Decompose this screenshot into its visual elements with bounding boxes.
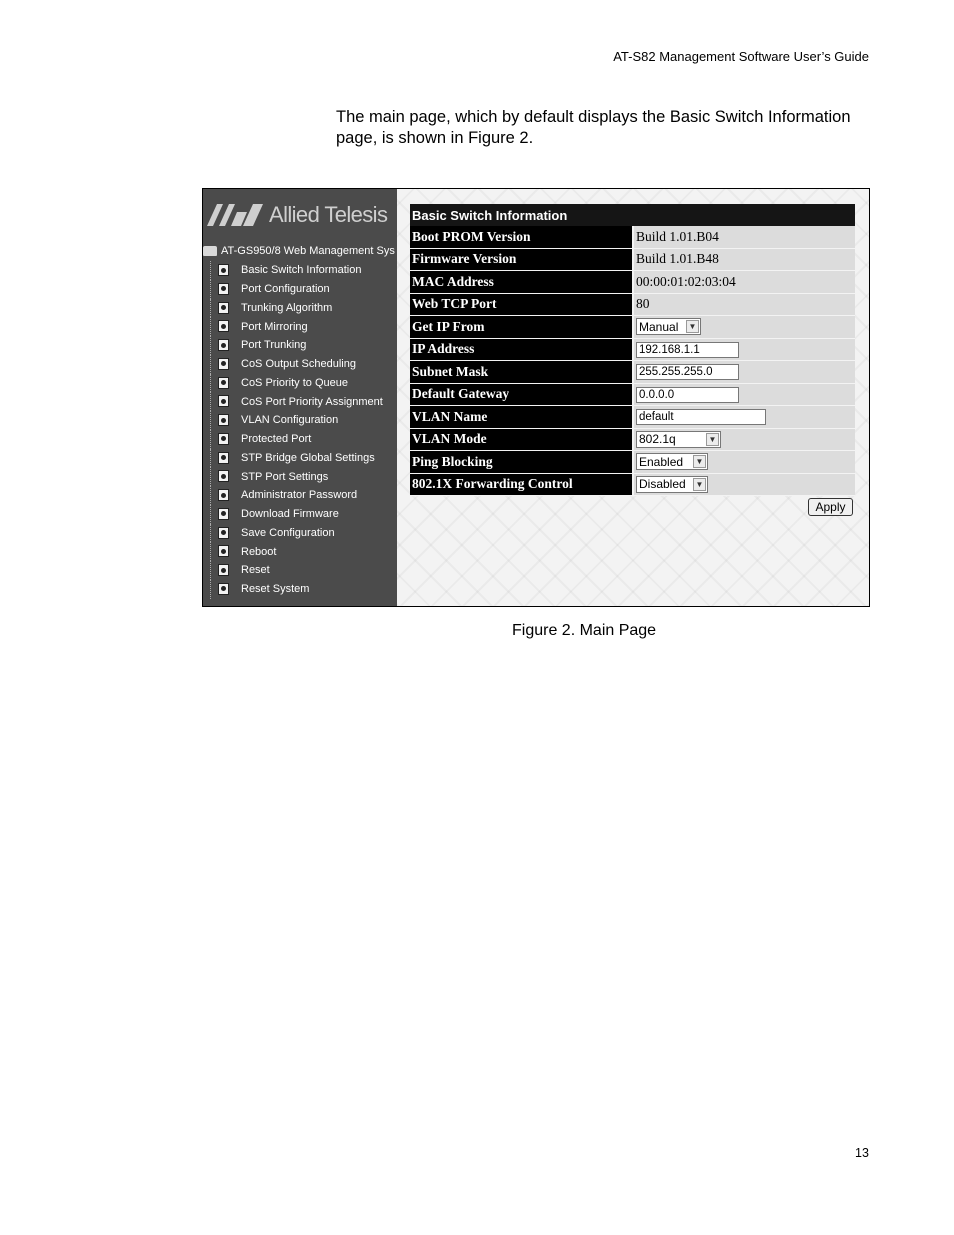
row-label: Firmware Version	[410, 248, 633, 271]
figure-caption: Figure 2. Main Page	[512, 622, 657, 639]
row-label: Get IP From	[410, 316, 633, 339]
row-label: Web TCP Port	[410, 293, 633, 316]
running-header: AT-S82 Management Software User’s Guide	[613, 49, 869, 64]
row-label: VLAN Name	[410, 406, 633, 429]
content-panel	[397, 189, 869, 606]
table-row	[410, 338, 855, 361]
nav-item[interactable]: STP Port Settings	[203, 467, 397, 486]
table-row	[410, 361, 855, 384]
table-row	[410, 316, 855, 339]
navigation-panel	[203, 189, 397, 606]
page-icon	[218, 508, 229, 520]
basic-switch-info-table	[410, 204, 855, 496]
chevron-down-icon: ▼	[693, 478, 706, 491]
allied-telesis-logo-icon	[207, 204, 263, 226]
nav-item[interactable]: Basic Switch Information	[203, 261, 397, 280]
nav-root[interactable]	[203, 245, 397, 257]
nav-root-label: AT-GS950/8 Web Management Sys	[221, 245, 395, 257]
chevron-down-icon: ▼	[686, 320, 699, 333]
nav-item[interactable]: Reset System	[203, 580, 397, 599]
ping-blocking-select[interactable]: Enabled ▼	[636, 453, 708, 470]
row-value: Build 1.01.B04	[633, 226, 855, 248]
logo-text: Allied Telesis	[269, 202, 388, 227]
row-value: Build 1.01.B48	[633, 248, 855, 271]
nav-item[interactable]: Port Configuration	[203, 280, 397, 299]
table-row	[410, 248, 855, 271]
row-label: Ping Blocking	[410, 451, 633, 474]
table-row	[410, 271, 855, 294]
chevron-down-icon: ▼	[693, 455, 706, 468]
vlan-name-input[interactable]: default	[636, 409, 766, 425]
table-row	[410, 226, 855, 248]
main-page-screenshot	[202, 188, 870, 607]
table-row	[410, 451, 855, 474]
row-label: Subnet Mask	[410, 361, 633, 384]
nav-item[interactable]: Trunking Algorithm	[203, 299, 397, 318]
table-title: Basic Switch Information	[410, 204, 855, 226]
row-label: IP Address	[410, 338, 633, 361]
page-icon	[218, 264, 229, 276]
get-ip-from-select[interactable]: Manual ▼	[636, 318, 701, 335]
nav-list	[203, 261, 397, 599]
chevron-down-icon: ▼	[706, 433, 719, 446]
row-label: Boot PROM Version	[410, 226, 633, 248]
apply-button[interactable]: Apply	[808, 498, 853, 516]
nav-item[interactable]: CoS Output Scheduling	[203, 355, 397, 374]
page-icon	[218, 339, 229, 351]
nav-item[interactable]: Port Mirroring	[203, 317, 397, 336]
page-icon	[218, 452, 229, 464]
nav-item[interactable]: Reset	[203, 561, 397, 580]
page-icon	[218, 489, 229, 501]
nav-item[interactable]: STP Bridge Global Settings	[203, 449, 397, 468]
page-icon	[218, 527, 229, 539]
nav-item[interactable]: Reboot	[203, 542, 397, 561]
table-row	[410, 473, 855, 496]
nav-item[interactable]: Save Configuration	[203, 524, 397, 543]
page-icon	[218, 545, 229, 557]
page-icon	[218, 414, 229, 426]
computer-icon	[203, 246, 217, 256]
page-icon	[218, 583, 229, 595]
page-icon	[218, 433, 229, 445]
page-icon	[218, 358, 229, 370]
table-row	[410, 428, 855, 451]
ip-address-input[interactable]: 192.168.1.1	[636, 342, 739, 358]
page-icon	[218, 302, 229, 314]
table-row	[410, 406, 855, 429]
vlan-mode-select[interactable]: 802.1q ▼	[636, 431, 721, 448]
nav-item[interactable]: Port Trunking	[203, 336, 397, 355]
page-icon	[218, 470, 229, 482]
allied-telesis-logo	[207, 201, 395, 229]
page-icon	[218, 377, 229, 389]
row-label: VLAN Mode	[410, 428, 633, 451]
nav-item[interactable]: Download Firmware	[203, 505, 397, 524]
nav-item[interactable]: CoS Priority to Queue	[203, 374, 397, 393]
page-icon	[218, 283, 229, 295]
row-label: 802.1X Forwarding Control	[410, 473, 633, 496]
nav-item[interactable]: Administrator Password	[203, 486, 397, 505]
nav-item[interactable]: VLAN Configuration	[203, 411, 397, 430]
intro-paragraph: The main page, which by default displays the Basic Switch Information page, is shown in Figure 2.	[336, 108, 851, 147]
forwarding-control-select[interactable]: Disabled ▼	[636, 476, 708, 493]
table-row	[410, 383, 855, 406]
row-label: MAC Address	[410, 271, 633, 294]
nav-item[interactable]: Protected Port	[203, 430, 397, 449]
default-gateway-input[interactable]: 0.0.0.0	[636, 387, 739, 403]
row-label: Default Gateway	[410, 383, 633, 406]
page-icon	[218, 564, 229, 576]
row-value: 80	[633, 293, 855, 316]
page-icon	[218, 395, 229, 407]
page-icon	[218, 320, 229, 332]
page-number: 13	[855, 1146, 869, 1160]
subnet-mask-input[interactable]: 255.255.255.0	[636, 364, 739, 380]
table-row	[410, 293, 855, 316]
row-value: 00:00:01:02:03:04	[633, 271, 855, 294]
nav-item[interactable]: CoS Port Priority Assignment	[203, 392, 397, 411]
